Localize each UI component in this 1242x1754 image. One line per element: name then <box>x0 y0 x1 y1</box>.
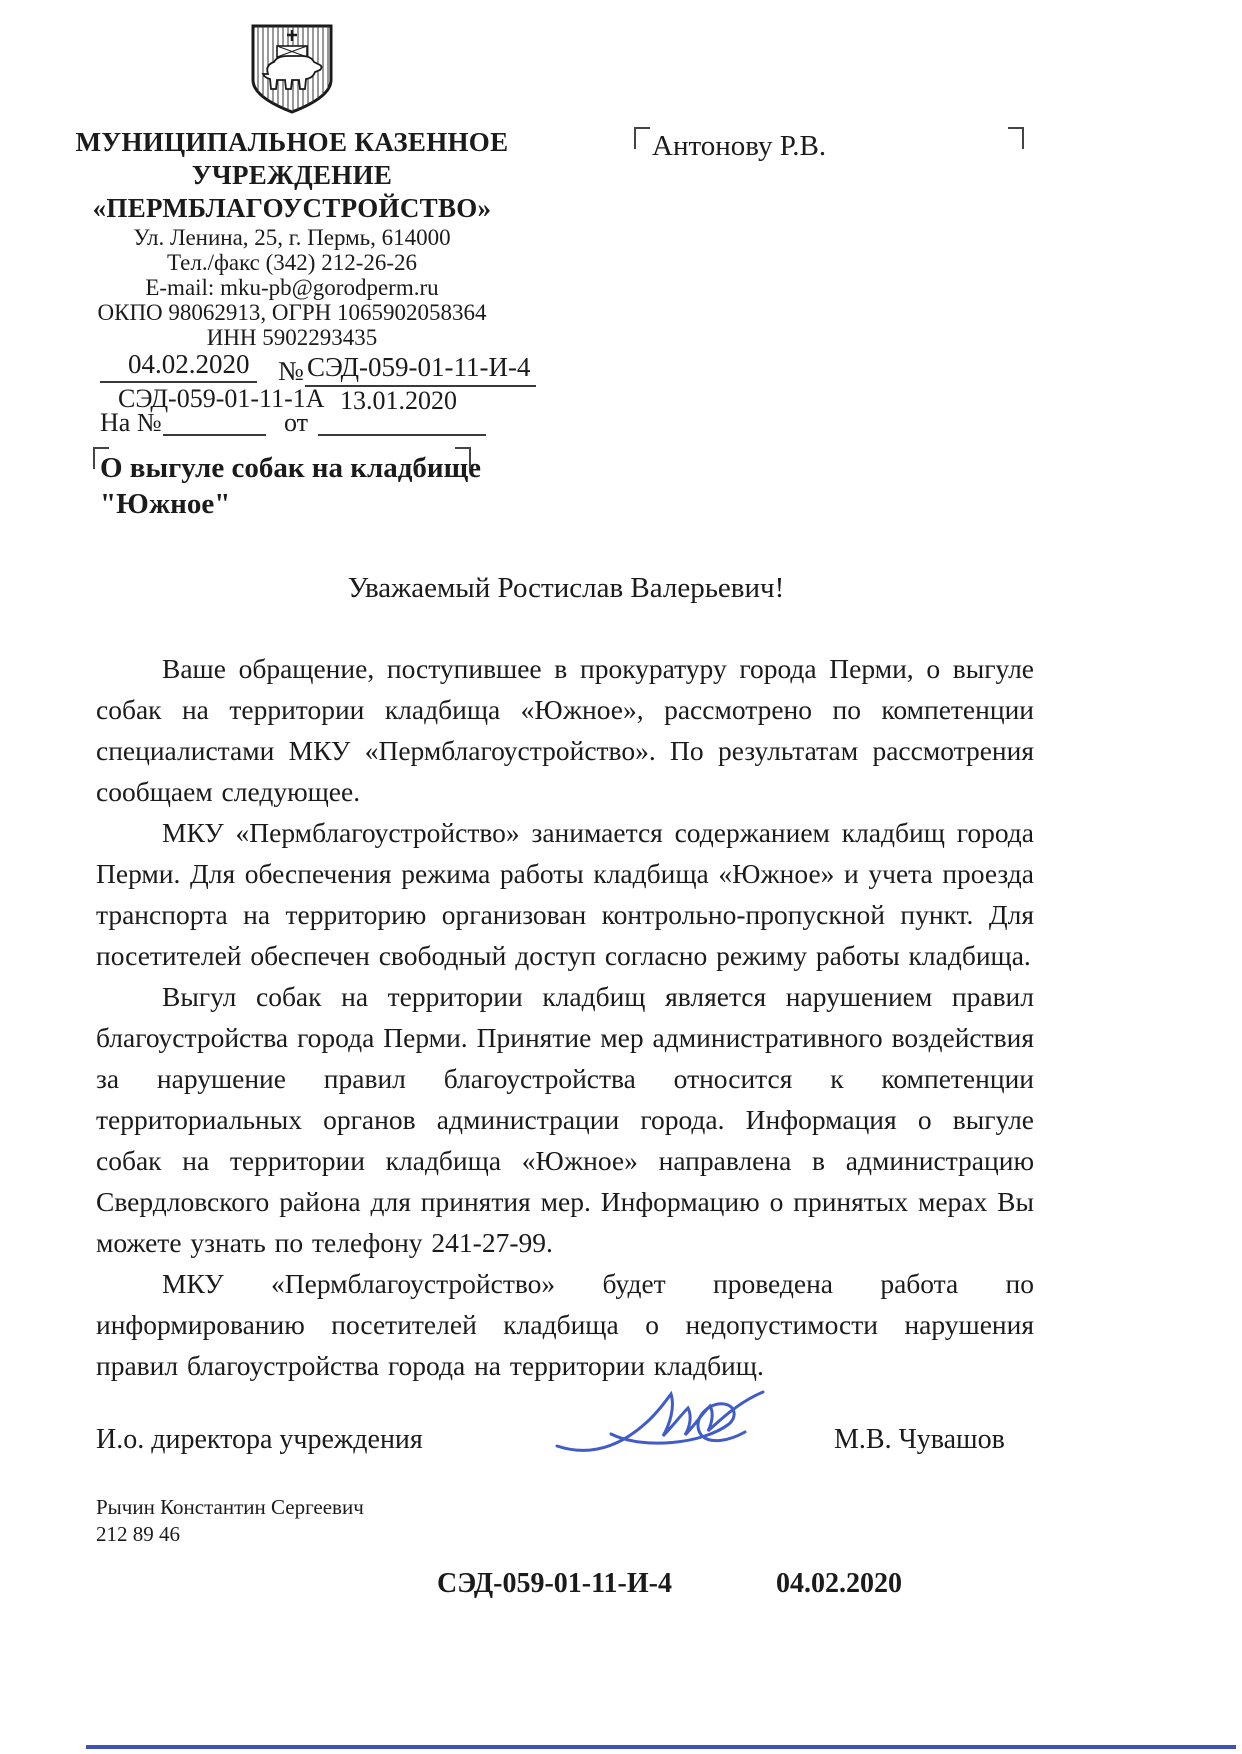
letter-body <box>96 648 1034 1386</box>
reply-number-underline <box>163 434 266 436</box>
body-paragraph-3: Выгул собак на территории кладбищ является нарушением правил благоустройства города Перми. Принятие мер административного воздействия за нарушение правил благоустройства относится к компетенции территориальных органов администрации города. Информация о выгуле собак на территории кладбища «Южное» направлена в администрацию Свердловского района для принятия мер. Информацию о принятых мерах Вы можете узнать по телефону 241-27-99. <box>96 981 1034 1258</box>
org-address: Ул. Ленина, 25, г. Пермь, 614000 <box>133 225 451 250</box>
org-inn: ИНН 5902293435 <box>206 325 378 350</box>
subject-line1: О выгуле собак на кладбище <box>100 452 481 484</box>
scan-edge-line <box>86 1745 1236 1749</box>
emblem-wrap <box>55 22 529 116</box>
org-codes: ОКПО 98062913, ОГРН 1065902058364 <box>97 300 487 325</box>
body-paragraph-2: МКУ «Пермблагоустройство» занимается содержанием кладбищ города Перми. Для обеспечения режима работы кладбища «Южное» и учета проезда транспорта на территорию организован контрольно-пропускной пункт. Для посетителей обеспечен свободный доступ согласно режиму работы кладбища. <box>96 817 1034 971</box>
reply-label: На № <box>100 408 162 437</box>
footer-doc-date: 04.02.2020 <box>776 1568 902 1599</box>
org-name-line2: УЧРЕЖДЕНИЕ <box>191 160 393 190</box>
signature-image <box>551 1382 781 1480</box>
org-email: E-mail: mku-pb@gorodperm.ru <box>145 275 439 300</box>
org-phone: Тел./факс (342) 212-26-26 <box>166 250 418 275</box>
signer-name: М.В. Чувашов <box>834 1424 1005 1455</box>
executor-phone: 212 89 46 <box>96 1522 180 1546</box>
out-date: 04.02.2020 <box>128 349 250 379</box>
footer-doc-number: СЭД-059-01-11-И-4 <box>437 1568 672 1599</box>
recipient-corner-left <box>634 127 650 149</box>
executor-block <box>96 1494 364 1548</box>
reply-date: 13.01.2020 <box>340 386 457 415</box>
signer-position: И.о. директора учреждения <box>96 1424 423 1455</box>
subject-line2: "Южное" <box>100 488 231 520</box>
reply-number: СЭД-059-01-11-1А <box>118 384 325 413</box>
out-date-underline <box>100 381 257 383</box>
footer-registration <box>0 1568 1242 1608</box>
recipient-corner-right <box>1008 127 1024 149</box>
subject-corner-right <box>455 447 471 469</box>
from-label: от <box>284 408 309 437</box>
executor-name: Рычин Константин Сергеевич <box>96 1495 364 1519</box>
body-paragraph-4: МКУ «Пермблагоустройство» будет проведена работа по информированию посетителей кладбища о недопустимости нарушения правил благоустройства города на территории кладбищ. <box>96 1268 1034 1381</box>
salutation: Уважаемый Ростислав Валерьевич! <box>347 572 785 604</box>
signature-row <box>96 1410 1036 1490</box>
body-paragraph-1: Ваше обращение, поступившее в прокуратуру города Перми, о выгуле собак на территории кладбища «Южное», рассмотрено по компетенции специалистами МКУ «Пермблагоустройство». По результатам рассмотрения сообщаем следующее. <box>96 653 1034 807</box>
recipient-name: Антонову Р.В. <box>652 130 827 162</box>
out-number: СЭД-059-01-11-И-4 <box>305 352 536 387</box>
org-name-line3: «ПЕРМБЛАГОУСТРОЙСТВО» <box>92 193 492 223</box>
letterhead <box>55 22 529 350</box>
coat-of-arms-icon <box>248 22 336 116</box>
reply-date-underline <box>318 434 486 436</box>
org-name-line1: МУНИЦИПАЛЬНОЕ КАЗЕННОЕ <box>75 127 509 157</box>
number-label: № <box>278 356 304 386</box>
subject <box>100 450 490 522</box>
